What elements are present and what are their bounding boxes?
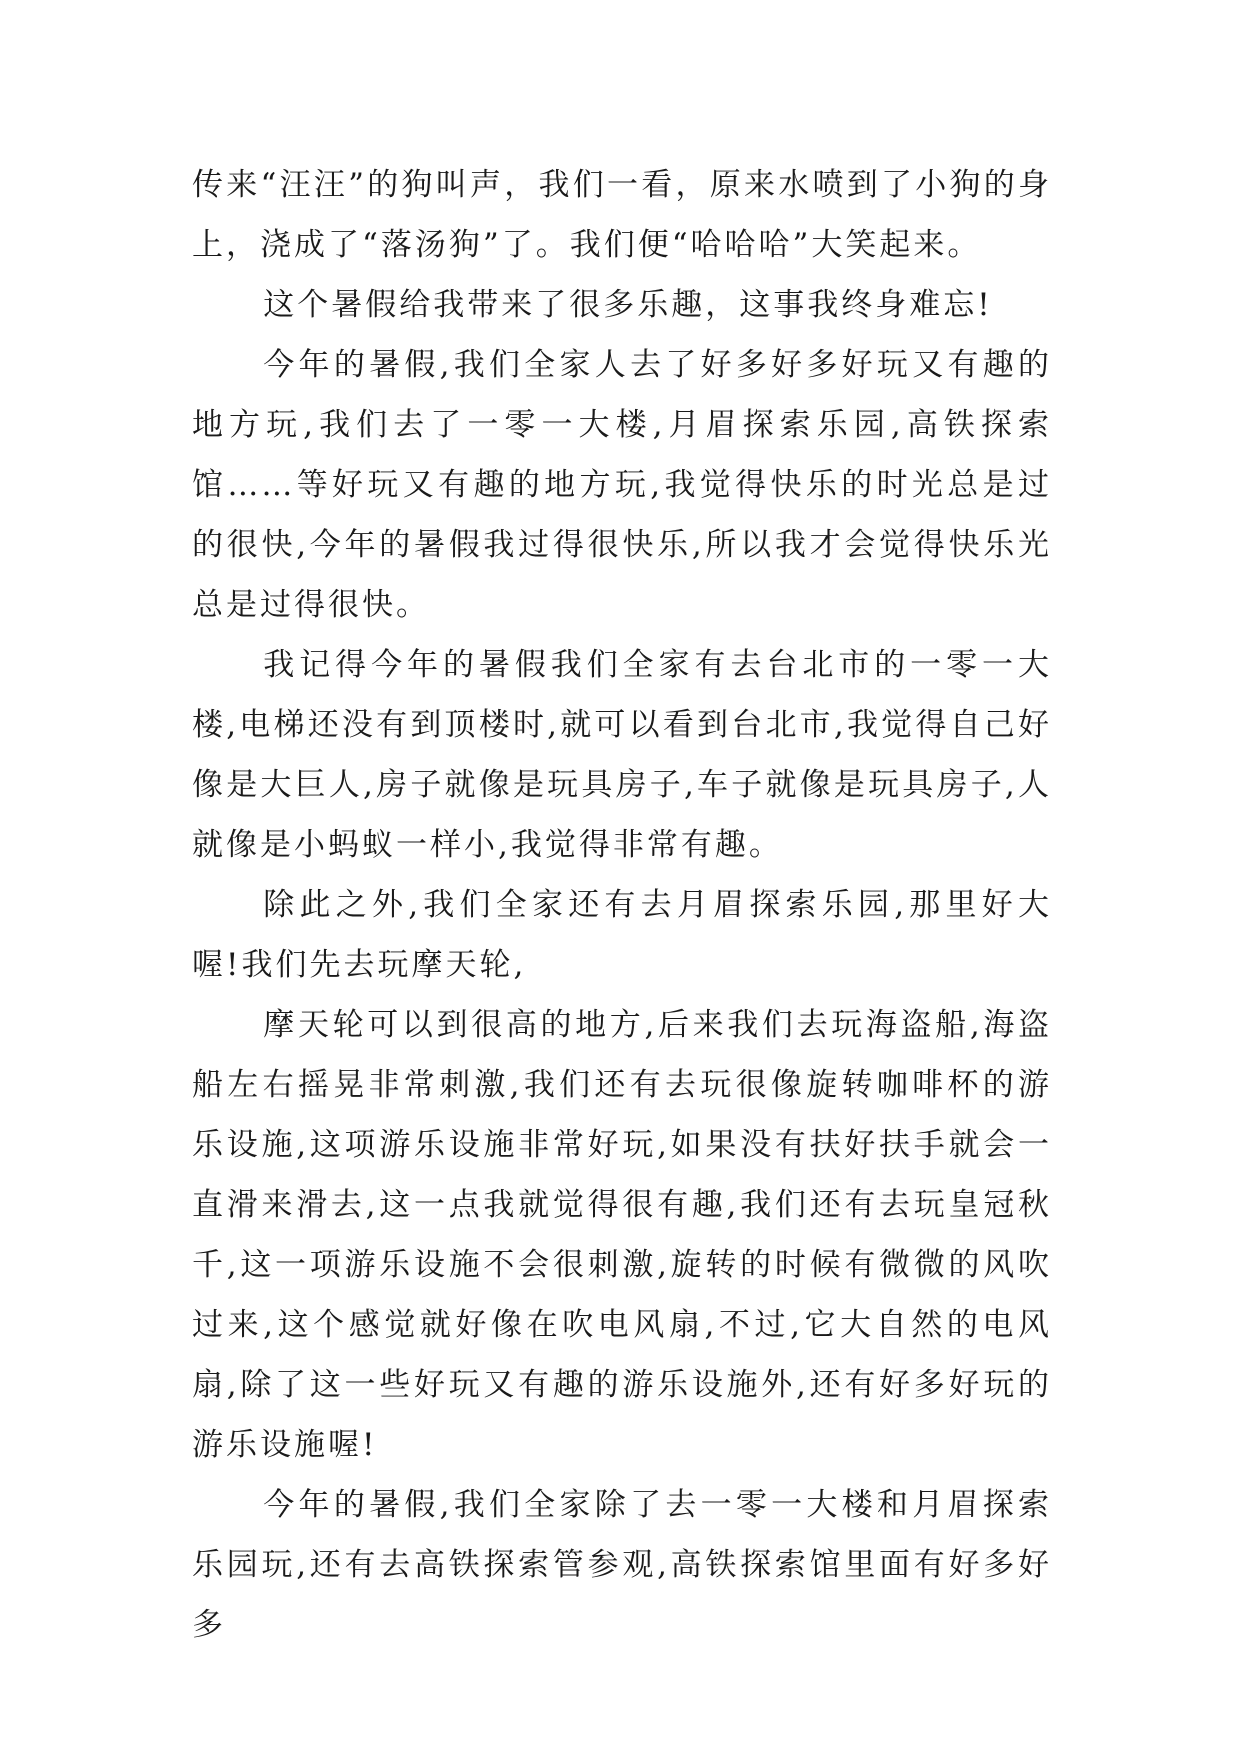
paragraph: 这个暑假给我带来了很多乐趣，这事我终身难忘! xyxy=(263,287,993,323)
paragraph: 除此之外,我们全家还有去月眉探索乐园,那里好大喔!我们先去玩摩天轮, xyxy=(192,887,1052,983)
paragraph: 摩天轮可以到很高的地方,后来我们去玩海盗船,海盗船左右摇晃非常刺激,我们还有去玩很像旋转咖啡杯的游乐设施,这项游乐设施非常好玩,如果没有扶好扶手就会一直滑来滑去,这一点我就觉得很有趣,我们还有去玩皇冠秋千,这一项游乐设施不会很刺激,旋转的时候有微微的风吹过来,这个感觉就好像在吹电风扇,不过,它大自然的电风扇,除了这一些好玩又有趣的游乐设施外,还有好多好玩的游乐设施喔! xyxy=(192,1007,1052,1463)
paragraph: 我记得今年的暑假我们全家有去台北市的一零一大楼,电梯还没有到顶楼时,就可以看到台北市,我觉得自己好像是大巨人,房子就像是玩具房子,车子就像是玩具房子,人就像是小蚂蚁一样小,我觉得非常有趣。 xyxy=(192,647,1052,863)
paragraph-continued: 传来“汪汪”的狗叫声，我们一看，原来水喷到了小狗的身上，浇成了“落汤狗”了。我们便“哈哈哈”大笑起来。 xyxy=(192,167,1052,263)
paragraph: 今年的暑假,我们全家除了去一零一大楼和月眉探索乐园玩,还有去高铁探索管参观,高铁探索馆里面有好多好多 xyxy=(192,1487,1052,1643)
paragraph: 今年的暑假,我们全家人去了好多好多好玩又有趣的地方玩,我们去了一零一大楼,月眉探索乐园,高铁探索馆……等好玩又有趣的地方玩,我觉得快乐的时光总是过的很快,今年的暑假我过得很快乐,所以我才会觉得快乐光总是过得很快。 xyxy=(192,347,1052,623)
document-body xyxy=(192,155,1052,1655)
